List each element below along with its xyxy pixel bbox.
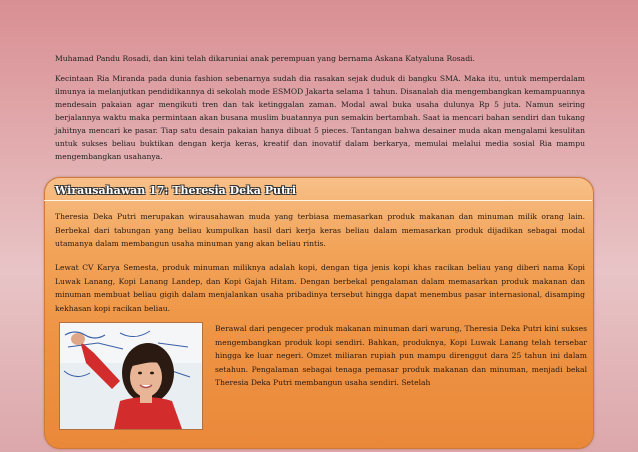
heading-divider xyxy=(44,200,592,201)
section-heading: Wirausahawan 17: Theresia Deka Putri xyxy=(55,184,297,197)
section-paragraph-3: Berawal dari pengecer produk makanan minuman dari warung, Theresia Deka Putri kini sukses mengembangkan produk kopi sendiri. Bahkan, produknya, Kopi Luwak Lanang telah tersebar hingga ke luar negeri. Omzet miliaran rupiah pun mampu direnggut dara 25 tahun ini dalam setahun. Pengalaman sebagai tenaga pemasar produk makanan dan minuman, menjadi bekal Theresia Deka Putri membangun usaha sendiri. Setelah xyxy=(215,324,587,387)
intro-paragraph-1: Muhamad Pandu Rosadi, dan kini telah dikaruniai anak perempuan yang bernama Askana Katyaluna Rosadi. xyxy=(55,54,475,63)
intro-paragraph-2: Kecintaan Ria Miranda pada dunia fashion sebenarnya sudah dia rasakan sejak duduk di bangku SMA. Maka itu, untuk memperdalam ilmunya ia melanjutkan pendidikannya di sekolah mode ESMOD Jakarta selama 1 tahun. Disanalah dia mengembangkan kemampuannya mendesain pakaian agar mengikuti tren dan tak ketinggalan zaman. Modal awal buka usaha dulunya Rp 5 juta. Namun seiring berjalannya waktu maka permintaan akan busana muslim buatannya pun semakin bertambah. Saat ia mencari bahan sendiri dan tukang jahitnya mencari ke pasar. Tiap satu desain pakaian hanya dibuat 5 pieces. Tantangan bahwa desainer muda akan mengalami kesulitan untuk sukses beliau buktikan dengan kerja keras, kreatif dan inovatif dalam berkarya, memulai melalui media sosial Ria mampu mengembangkan usahanya. xyxy=(55,74,585,161)
section-paragraph-1: Theresia Deka Putri merupakan wirausahawan muda yang terbiasa memasarkan produk makanan dan minuman milik orang lain. Berbekal dari tabungan yang beliau kumpulkan hasil dari kerja keras beliau dalam memasarkan produk dijadikan sebagai modal utamanya dalam membangun usaha minuman yang akan beliau rintis. xyxy=(55,212,585,248)
entrepreneur-photo xyxy=(59,322,203,430)
section-paragraph-2: Lewat CV Karya Semesta, produk minuman miliknya adalah kopi, dengan tiga jenis kopi khas racikan beliau yang diberi nama Kopi Luwak Lanang, Kopi Lanang Landep, dan Kopi Gajah Hitam. Dengan berbekal pengalaman dalam memasarkan produk makanan dan minuman membuat beliau gigih dalam menjalankan usaha pribadinya tersebut hingga dapat menembus pasar internasional, disamping kekhasan kopi racikan beliau. xyxy=(55,263,585,313)
